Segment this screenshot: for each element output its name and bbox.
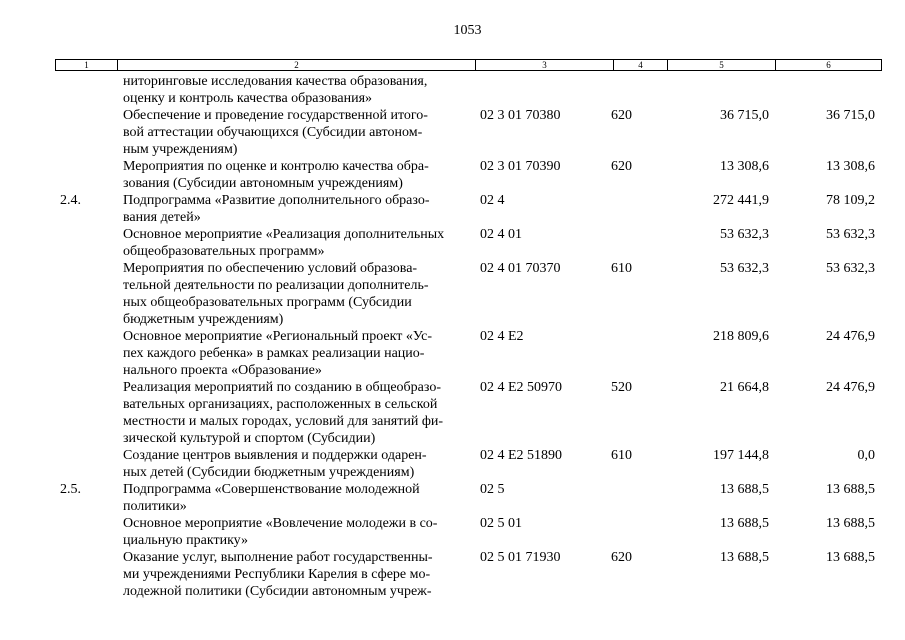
target-article-code: 02 5 01 bbox=[480, 516, 522, 531]
row-name-line: Основное мероприятие «Вовлечение молодежи в со- bbox=[123, 516, 438, 531]
header-col-6: 6 bbox=[776, 60, 882, 71]
row-name-line: Подпрограмма «Развитие дополнительного образо- bbox=[123, 193, 430, 208]
table-header bbox=[55, 59, 882, 71]
row-name bbox=[123, 73, 473, 107]
header-col-1: 1 bbox=[56, 60, 118, 71]
table-row bbox=[0, 192, 905, 226]
target-article-code: 02 4 E2 50970 bbox=[480, 380, 563, 395]
amount-col-6: 13 688,5 bbox=[826, 482, 875, 497]
header-col-5: 5 bbox=[668, 60, 776, 71]
row-name bbox=[123, 447, 473, 481]
table-row bbox=[0, 73, 905, 107]
table-row bbox=[0, 379, 905, 447]
row-name-line: нального проекта «Образование» bbox=[123, 363, 322, 378]
amount-col-5: 218 809,6 bbox=[713, 329, 769, 344]
amount-col-6: 53 632,3 bbox=[826, 261, 875, 276]
amount-col-5: 13 688,5 bbox=[720, 516, 769, 531]
row-name-line: Обеспечение и проведение государственной итого- bbox=[123, 108, 428, 123]
amount-col-5: 272 441,9 bbox=[713, 193, 769, 208]
row-name-line: ных общеобразовательных программ (Субсидии bbox=[123, 295, 412, 310]
row-name bbox=[123, 328, 473, 379]
amount-col-5: 197 144,8 bbox=[713, 448, 769, 463]
row-name-line: Оказание услуг, выполнение работ государственны- bbox=[123, 550, 433, 565]
row-name-line: Создание центров выявления и поддержки одарен- bbox=[123, 448, 427, 463]
page-number: 1053 bbox=[453, 23, 482, 38]
row-name-line: Мероприятия по обеспечению условий образова- bbox=[123, 261, 418, 276]
row-name-line: лодежной политики (Субсидии автономным учреж- bbox=[123, 584, 432, 599]
expense-type-code: 620 bbox=[611, 550, 632, 565]
row-name-line: ным учреждениям) bbox=[123, 142, 238, 157]
table-row bbox=[0, 481, 905, 515]
expense-type-code: 620 bbox=[611, 108, 632, 123]
amount-col-6: 0,0 bbox=[857, 448, 875, 463]
row-name-line: оценку и контроль качества образования» bbox=[123, 91, 373, 106]
row-name-line: Реализация мероприятий по созданию в общеобразо- bbox=[123, 380, 442, 395]
expense-type-code: 610 bbox=[611, 448, 632, 463]
row-name bbox=[123, 192, 473, 226]
row-name-line: политики» bbox=[123, 499, 187, 514]
target-article-code: 02 3 01 70390 bbox=[480, 159, 561, 174]
amount-col-6: 24 476,9 bbox=[826, 329, 875, 344]
target-article-code: 02 4 01 bbox=[480, 227, 522, 242]
amount-col-5: 53 632,3 bbox=[720, 261, 769, 276]
header-col-2: 2 bbox=[118, 60, 476, 71]
row-name-line: общеобразовательных программ» bbox=[123, 244, 325, 259]
row-name-line: Основное мероприятие «Реализация дополнительных bbox=[123, 227, 445, 242]
header-col-3: 3 bbox=[476, 60, 614, 71]
row-name bbox=[123, 107, 473, 158]
target-article-code: 02 4 01 70370 bbox=[480, 261, 561, 276]
amount-col-6: 13 688,5 bbox=[826, 550, 875, 565]
amount-col-6: 24 476,9 bbox=[826, 380, 875, 395]
row-number: 2.5. bbox=[60, 482, 81, 497]
amount-col-5: 36 715,0 bbox=[720, 108, 769, 123]
target-article-code: 02 4 E2 51890 bbox=[480, 448, 563, 463]
row-name bbox=[123, 481, 473, 515]
table-row bbox=[0, 549, 905, 600]
table-row bbox=[0, 328, 905, 379]
row-name-line: бюджетным учреждениям) bbox=[123, 312, 284, 327]
table-body bbox=[0, 73, 905, 600]
row-name-line: Подпрограмма «Совершенствование молодежной bbox=[123, 482, 420, 497]
amount-col-6: 78 109,2 bbox=[826, 193, 875, 208]
amount-col-6: 53 632,3 bbox=[826, 227, 875, 242]
table-row bbox=[0, 260, 905, 328]
row-name-line: ми учреждениями Республики Карелия в сфере мо- bbox=[123, 567, 431, 582]
row-name-line: зования (Субсидии автономным учреждениям) bbox=[123, 176, 403, 191]
row-name-line: циальную практику» bbox=[123, 533, 249, 548]
table-row bbox=[0, 226, 905, 260]
row-name-line: местности и малых городах, условий для занятий фи- bbox=[123, 414, 444, 429]
expense-type-code: 620 bbox=[611, 159, 632, 174]
row-name-line: вательных организациях, расположенных в сельской bbox=[123, 397, 438, 412]
target-article-code: 02 3 01 70380 bbox=[480, 108, 561, 123]
amount-col-5: 13 308,6 bbox=[720, 159, 769, 174]
row-name-line: ных детей (Субсидии бюджетным учреждениям) bbox=[123, 465, 415, 480]
row-name bbox=[123, 158, 473, 192]
row-name-line: тельной деятельности по реализации дополнитель- bbox=[123, 278, 429, 293]
row-name bbox=[123, 226, 473, 260]
amount-col-5: 13 688,5 bbox=[720, 482, 769, 497]
table-row bbox=[0, 515, 905, 549]
amount-col-6: 13 308,6 bbox=[826, 159, 875, 174]
target-article-code: 02 4 E2 bbox=[480, 329, 524, 344]
table-row bbox=[0, 158, 905, 192]
target-article-code: 02 5 bbox=[480, 482, 505, 497]
row-name-line: ниторинговые исследования качества образования, bbox=[123, 74, 428, 89]
row-name-line: зической культурой и спортом (Субсидии) bbox=[123, 431, 376, 446]
row-name bbox=[123, 515, 473, 549]
header-col-4: 4 bbox=[614, 60, 668, 71]
amount-col-5: 21 664,8 bbox=[720, 380, 769, 395]
table-row bbox=[0, 447, 905, 481]
row-name bbox=[123, 260, 473, 328]
row-name-line: пех каждого ребенка» в рамках реализации нацио- bbox=[123, 346, 425, 361]
row-name bbox=[123, 549, 473, 600]
amount-col-5: 53 632,3 bbox=[720, 227, 769, 242]
amount-col-5: 13 688,5 bbox=[720, 550, 769, 565]
target-article-code: 02 5 01 71930 bbox=[480, 550, 561, 565]
amount-col-6: 36 715,0 bbox=[826, 108, 875, 123]
amount-col-6: 13 688,5 bbox=[826, 516, 875, 531]
row-name-line: Основное мероприятие «Региональный проект «Ус- bbox=[123, 329, 432, 344]
row-name-line: вой аттестации обучающихся (Субсидии автоном- bbox=[123, 125, 423, 140]
expense-type-code: 520 bbox=[611, 380, 632, 395]
row-name-line: Мероприятия по оценке и контролю качества обра- bbox=[123, 159, 429, 174]
table-row bbox=[0, 107, 905, 158]
row-number: 2.4. bbox=[60, 193, 81, 208]
row-name bbox=[123, 379, 473, 447]
expense-type-code: 610 bbox=[611, 261, 632, 276]
target-article-code: 02 4 bbox=[480, 193, 505, 208]
row-name-line: вания детей» bbox=[123, 210, 201, 225]
